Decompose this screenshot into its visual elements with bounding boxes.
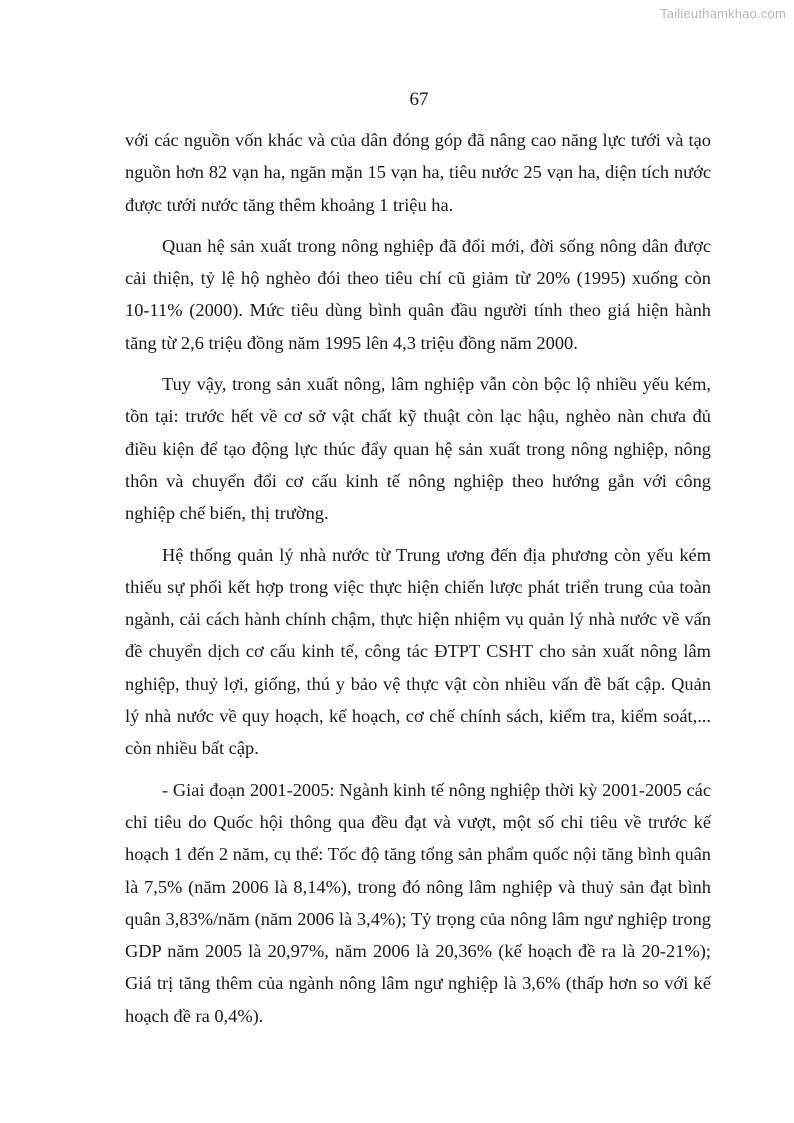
document-body [125,124,711,1041]
paragraph-period-2001-2005: - Giai đoạn 2001-2005: Ngành kinh tế nông nghiệp thời kỳ 2001-2005 các chỉ tiêu do Quốc hội thông qua đều đạt và vượt, một số chỉ tiêu về trước kế hoạch 1 đến 2 năm, cụ thể: Tốc độ tăng tổng sản phẩm quốc nội tăng bình quân là 7,5% (năm 2006 là 8,14%), trong đó nông lâm nghiệp và thuỷ sản đạt bình quân 3,83%/năm (năm 2006 là 3,4%); Tỷ trọng của nông lâm ngư nghiệp trong GDP năm 2005 là 20,97%, năm 2006 là 20,36% (kế hoạch đề ra là 20-21%); Giá trị tăng thêm của ngành nông lâm ngư nghiệp là 3,6% (thấp hơn so với kế hoạch đề ra 0,4%). [125,779,711,1026]
watermark-text: Tailieuthamkhao.com [660,6,786,21]
paragraph-production-relations: Quan hệ sản xuất trong nông nghiệp đã đổi mới, đời sống nông dân được cải thiện, tỷ lệ hộ nghèo đói theo tiêu chí cũ giảm từ 20% (1995) xuống còn 10-11% (2000). Mức tiêu dùng bình quân đầu người tính theo giá hiện hành tăng từ 2,6 triệu đồng năm 1995 lên 4,3 triệu đồng năm 2000. [125,235,711,353]
paragraph-state-management: Hệ thống quản lý nhà nước từ Trung ương đến địa phương còn yếu kém thiếu sự phối kết hợp trong việc thực hiện chiến lược phát triển trung của toàn ngành, cải cách hành chính chậm, thực hiện nhiệm vụ quản lý nhà nước về vấn đề chuyển dịch cơ cấu kinh tế, công tác ĐTPT CSHT cho sản xuất nông lâm nghiệp, thuỷ lợi, giống, thú y bảo vệ thực vật còn nhiều vấn đề bất cập. Quản lý nhà nước về quy hoạch, kế hoạch, cơ chế chính sách, kiểm tra, kiểm soát,... còn nhiều bất cập. [125,544,711,759]
paragraph-continuation: với các nguồn vốn khác và của dân đóng góp đã nâng cao năng lực tưới và tạo nguồn hơn 82 vạn ha, ngăn mặn 15 vạn ha, tiêu nước 25 vạn ha, diện tích nước được tưới nước tăng thêm khoảng 1 triệu ha. [125,130,711,215]
page-number: 67 [409,89,429,110]
paragraph-weaknesses: Tuy vậy, trong sản xuất nông, lâm nghiệp vẫn còn bộc lộ nhiều yếu kém, tồn tại: trước hết về cơ sở vật chất kỹ thuật còn lạc hậu, nghèo nàn chưa đủ điều kiện để tạo động lực thúc đẩy quan hệ sản xuất trong nông nghiệp, nông thôn và chuyển đổi cơ cấu kinh tế nông nghiệp theo hướng gắn với công nghiệp chế biến, thị trường. [125,374,711,524]
